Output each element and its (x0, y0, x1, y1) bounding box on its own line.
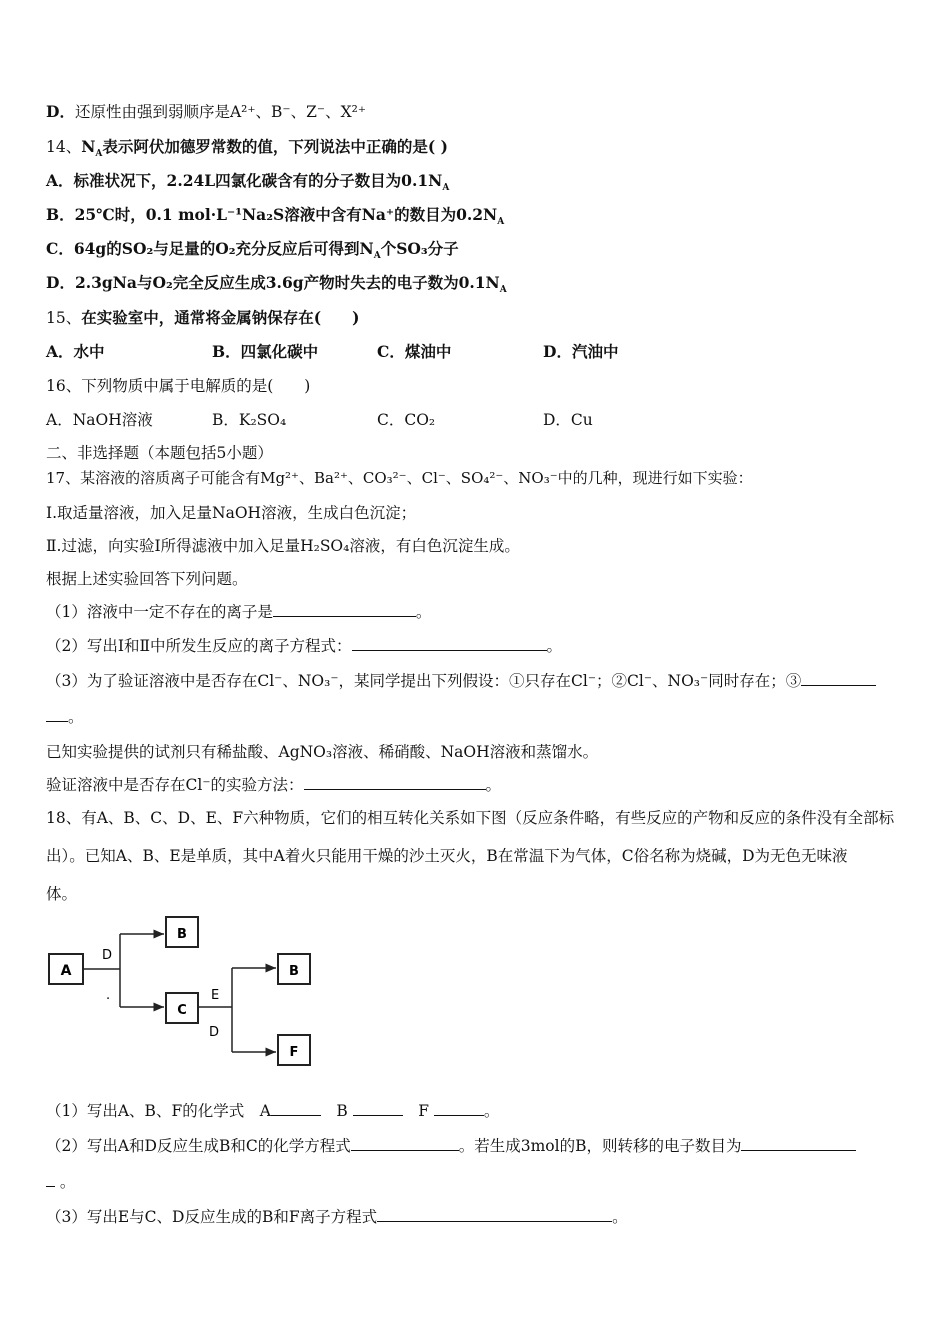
label-e: E (211, 988, 220, 1003)
answer-blank[interactable] (273, 602, 416, 617)
q17-part-3-cont: 。 (46, 707, 84, 727)
q17-instruction: 根据上述实验回答下列问题。 (46, 570, 248, 588)
q18-stem-3: 体。 (46, 885, 78, 903)
q17-part-2: （2）写出Ⅰ和Ⅱ中所发生反应的离子方程式： 。 (46, 637, 563, 655)
q18-part-1: （1）写出A、B、F的化学式 A B F 。 (46, 1102, 500, 1120)
q14-option-d: D．2.3gNa与O₂完全反应生成3.6g产物时失去的电子数为$0.1N_A$ (46, 273, 507, 296)
q18-stem-2: 出）。已知A、B、E是单质，其中A着火只能用干燥的沙土灭火，B在常温下为气体，C俗名称为烧碱，D为无色无味液 (46, 847, 848, 865)
q14-option-a: A．标准状况下，2.24L四氯化碳含有的分子数目为$0.1N_A$ (46, 171, 450, 194)
box-b-1-label: B (177, 927, 187, 942)
answer-blank[interactable] (46, 707, 68, 722)
q16-option-b: B．K₂SO₄ (212, 411, 287, 429)
label-d-1: D (102, 948, 113, 963)
q14-stem: 14、$N_A$表示阿伏加德罗常数的值，下列说法中正确的是( ) (46, 137, 448, 160)
box-c-label: C (177, 1003, 187, 1018)
q17-part-3: （3）为了验证溶液中是否存在Cl⁻、NO₃⁻，某同学提出下列假设：①只存在Cl⁻；②Cl⁻、NO₃⁻同时存在；③ (46, 671, 876, 691)
q18-part-2-cont: 。 (46, 1172, 75, 1192)
answer-blank[interactable] (377, 1207, 612, 1222)
box-a-label: A (60, 963, 72, 979)
q17-stem: 17、某溶液的溶质离子可能含有Mg²⁺、Ba²⁺、CO₃²⁻、Cl⁻、SO₄²⁻、NO₃⁻中的几种，现进行如下实验： (46, 469, 753, 487)
q18-part-3: （3）写出E与C、D反应生成的B和F离子方程式 。 (46, 1208, 628, 1226)
q18-stem-1: 18、有A、B、C、D、E、F六种物质，它们的相互转化关系如下图（反应条件略，有些反应的产物和反应的条件没有全部标 (46, 809, 895, 827)
answer-blank[interactable] (353, 1101, 403, 1116)
q17-method: 验证溶液中是否存在Cl⁻的实验方法： 。 (46, 776, 502, 794)
answer-blank[interactable] (434, 1101, 484, 1116)
q17-step-1: Ⅰ.取适量溶液，加入足量NaOH溶液，生成白色沉淀； (46, 504, 417, 522)
box-b-2-label: B (289, 964, 299, 979)
q14-option-b: B．25℃时，0.1 mol·L⁻¹Na₂S溶液中含有Na⁺的数目为$0.2N_A$ (46, 205, 505, 228)
q15-stem: 15、在实验室中，通常将金属钠保存在( ) (46, 308, 360, 327)
q15-option-d: D．汽油中 (543, 342, 619, 361)
section-title: 二、非选择题（本题包括5小题） (46, 444, 273, 462)
q14-option-c: C．64g的SO₂与足量的O₂充分反应后可得到$N_A$个SO₃分子 (46, 239, 459, 262)
dot-mark: . (106, 988, 111, 1003)
answer-blank[interactable] (351, 1136, 459, 1151)
q13-option-d: D．还原性由强到弱顺序是A²⁺、B⁻、Z⁻、X²⁺ (46, 102, 366, 121)
q17-step-2: Ⅱ.过滤，向实验Ⅰ所得滤液中加入足量H₂SO₄溶液，有白色沉淀生成。 (46, 537, 520, 555)
q16-option-a: A．NaOH溶液 (46, 411, 153, 429)
q16-stem: 16、下列物质中属于电解质的是( ) (46, 377, 311, 395)
q15-option-c: C．煤油中 (377, 342, 452, 361)
answer-blank[interactable] (271, 1101, 321, 1116)
answer-blank[interactable] (46, 1172, 55, 1187)
reaction-diagram (40, 902, 330, 1070)
answer-blank[interactable] (801, 671, 876, 686)
q17-part-1: （1）溶液中一定不存在的离子是 。 (46, 603, 432, 621)
answer-blank[interactable] (741, 1136, 856, 1151)
q15-option-b: B．四氯化碳中 (212, 342, 319, 361)
q16-option-d: D．Cu (543, 411, 593, 429)
answer-blank[interactable] (304, 775, 486, 790)
label-d-2: D (209, 1025, 220, 1040)
q15-option-a: A．水中 (46, 342, 105, 361)
q18-part-2: （2）写出A和D反应生成B和C的化学方程式 。若生成3mol的B，则转移的电子数目为 (46, 1136, 856, 1156)
q17-reagents: 已知实验提供的试剂只有稀盐酸、AgNO₃溶液、稀硝酸、NaOH溶液和蒸馏水。 (46, 743, 599, 761)
q16-option-c: C．CO₂ (377, 411, 436, 429)
box-f-label: F (289, 1045, 299, 1060)
answer-blank[interactable] (352, 636, 547, 651)
